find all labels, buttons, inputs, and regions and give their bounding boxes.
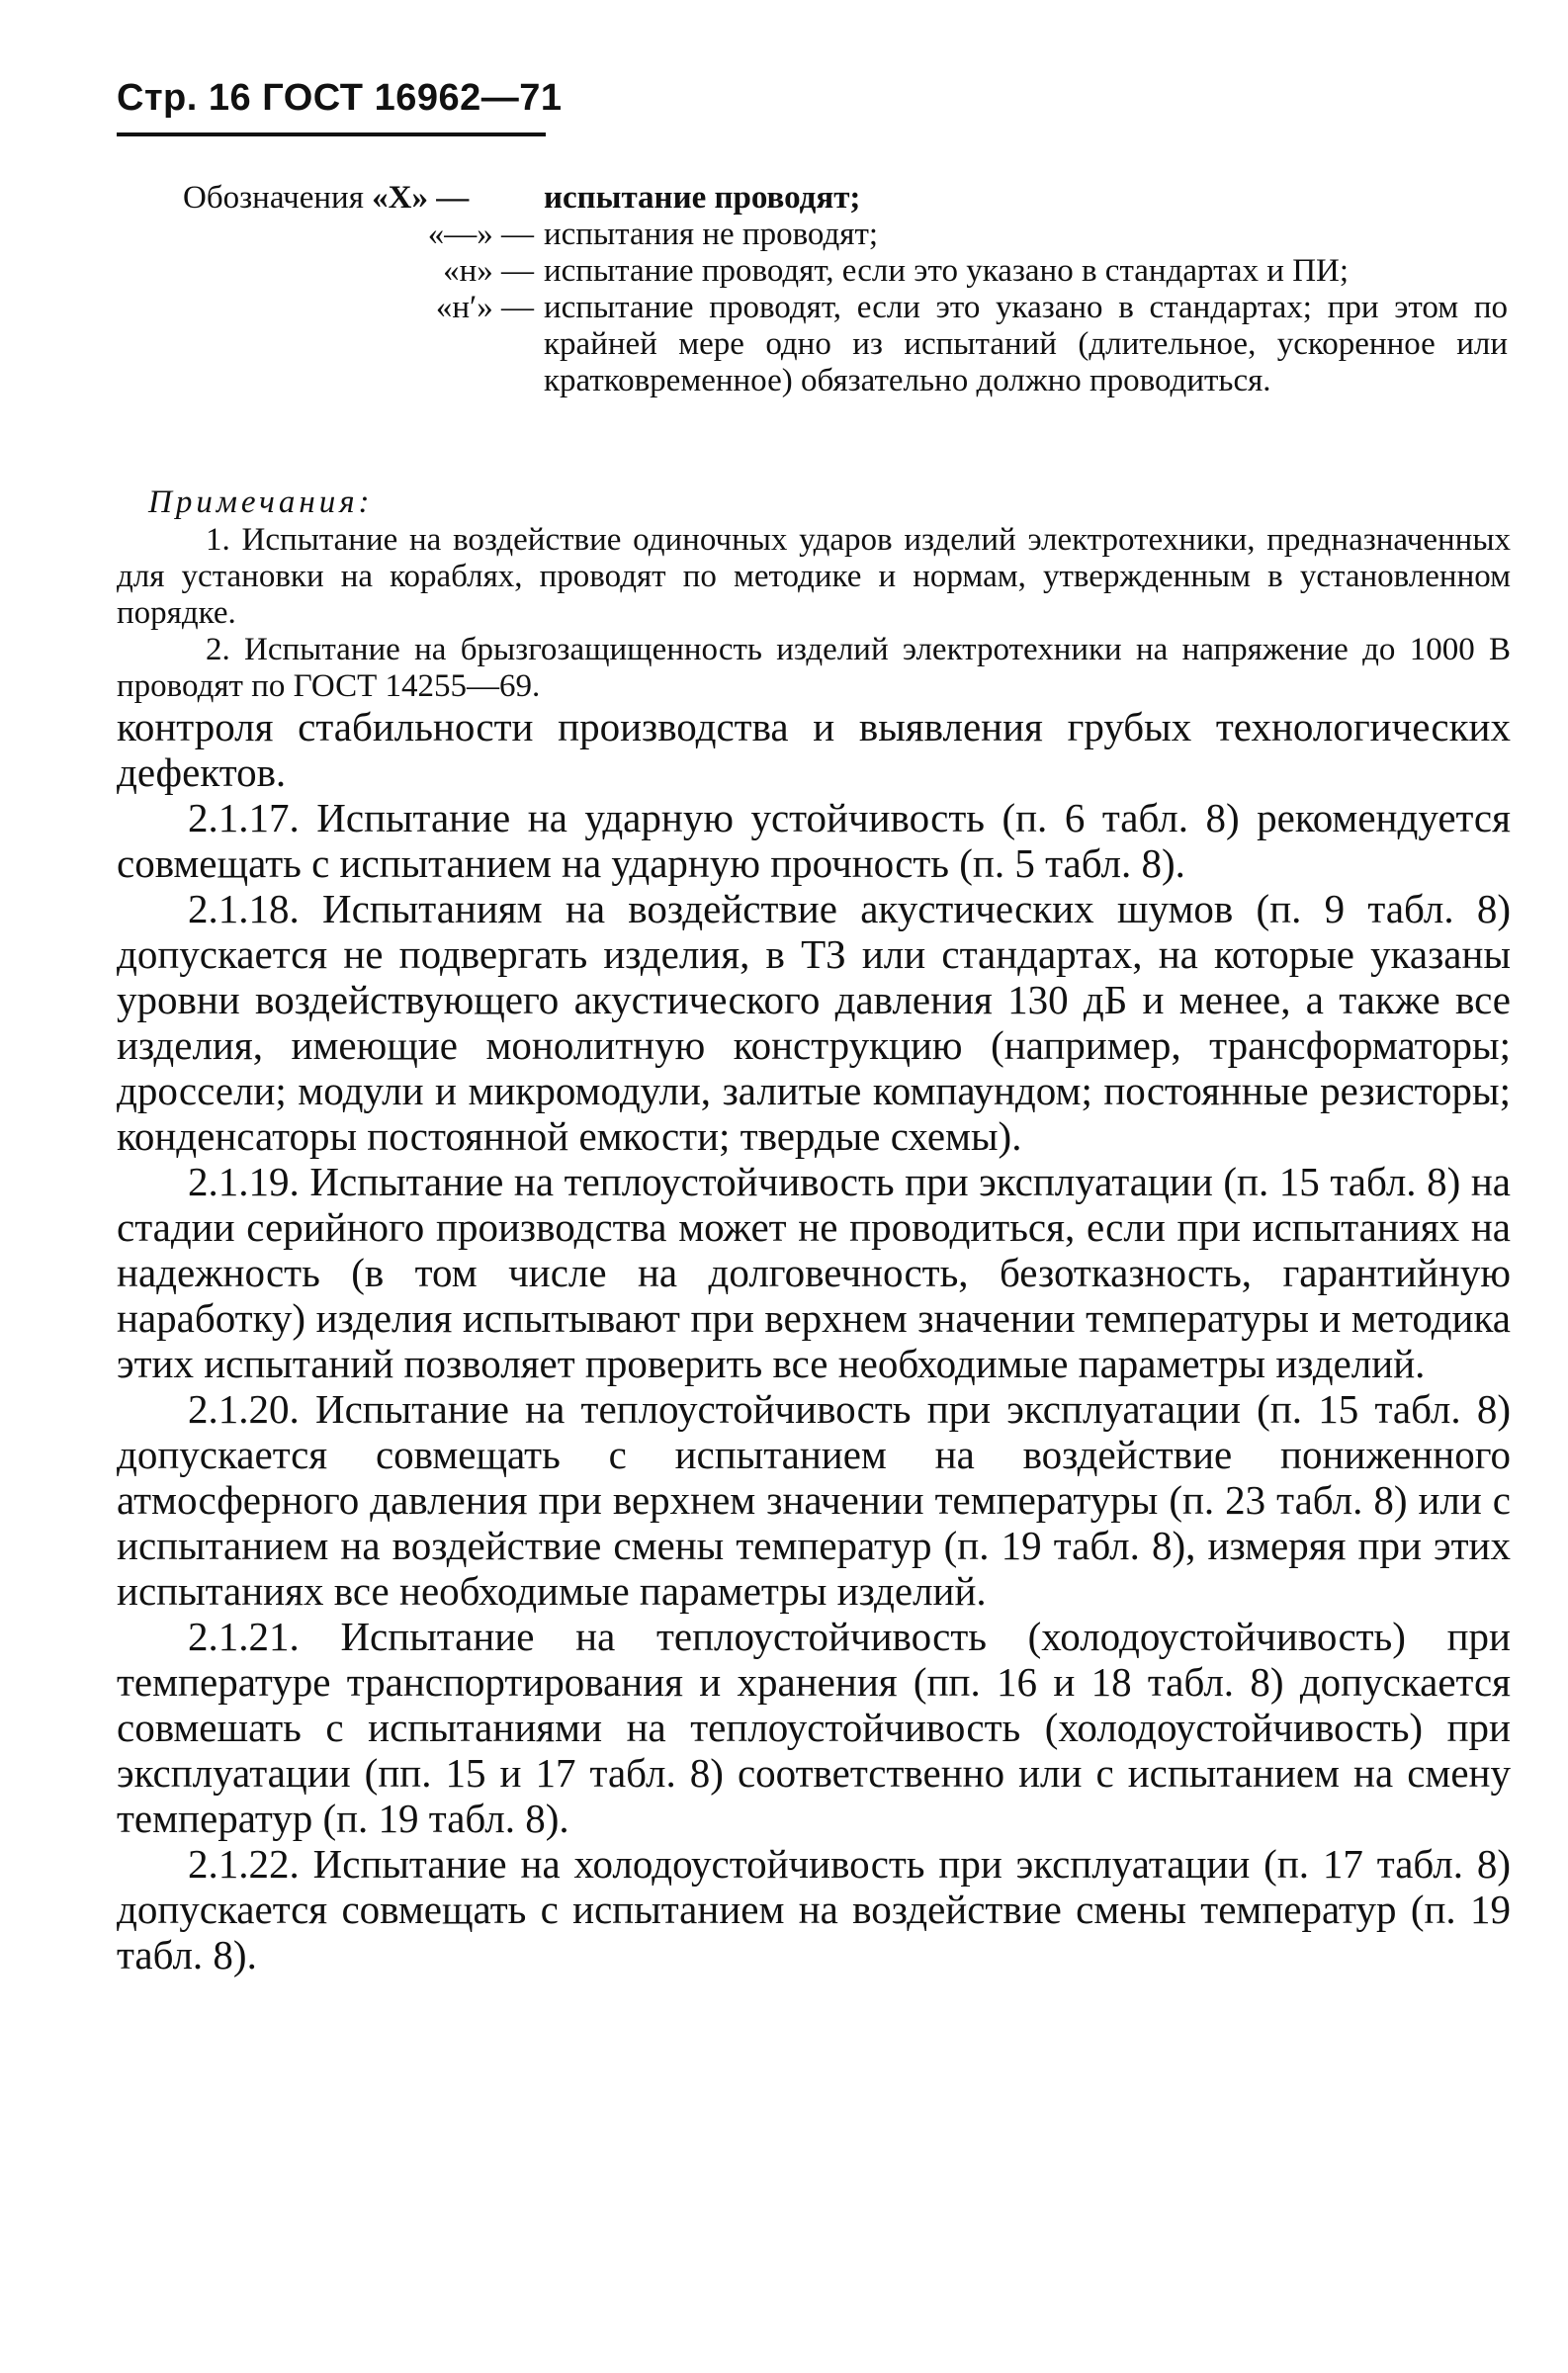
legend-block: [183, 180, 1508, 399]
legend-symbol: «Х» —: [372, 180, 470, 216]
header-rule: [117, 132, 546, 136]
legend-row: [183, 290, 1508, 399]
paragraph-2-1-19: 2.1.19. Испытание на теплоустойчивость при эксплуатации (п. 15 табл. 8) на стадии серийного производства может не проводиться, если при испытаниях на надежность (в том числе на долговечность, безотказность, гарантийную наработку) изделия испытывают при верхнем значении температуры и методика этих испытаний позволяет проверить все необходимые параметры изделий.: [117, 1159, 1511, 1386]
legend-row: [183, 217, 1508, 253]
legend-symbol: «—» —: [427, 217, 534, 252]
notes-block: [117, 522, 1511, 705]
legend-text: испытания не проводят;: [544, 217, 879, 252]
legend-row: [183, 180, 1508, 217]
legend-row: [183, 253, 1508, 290]
legend-label: Обозначения: [183, 180, 364, 216]
note-item: 2. Испытание на брызгозащищенность изделий электротехники на напряжение до 1000 В проводят по ГОСТ 14255—69.: [117, 632, 1511, 704]
paragraph-2-1-17: 2.1.17. Испытание на ударную устойчивость (п. 6 табл. 8) рекомендуется совмещать с испытанием на ударную прочность (п. 5 табл. 8).: [117, 795, 1511, 886]
paragraph-2-1-18: 2.1.18. Испытаниям на воздействие акустических шумов (п. 9 табл. 8) допускается не подвергать изделия, в ТЗ или стандартах, на которые указаны уровни воздействующего акустического давления 130 дБ и менее, а также все изделия, имеющие монолитную конструкцию (например, трансформаторы; дроссели; модули и микромодули, залитые компаундом; постоянные резисторы; конденсаторы постоянной емкости; твердые схемы).: [117, 886, 1511, 1159]
legend-key: [183, 180, 544, 217]
legend-text: испытание проводят, если это указано в стандартах и ПИ;: [544, 253, 1350, 289]
paragraph-2-1-20: 2.1.20. Испытание на теплоустойчивость при эксплуатации (п. 15 табл. 8) допускается совмещать с испытанием на воздействие пониженного атмосферного давления при верхнем значении температуры (п. 23 табл. 8) или с испытанием на воздействие смены температур (п. 19 табл. 8), измеряя при этих испытаниях все необходимые параметры изделий.: [117, 1386, 1511, 1614]
note-item: 1. Испытание на воздействие одиночных ударов изделий электротехники, предназначенных для установки на кораблях, проводят по методике и нормам, утвержденным в установленном порядке.: [117, 522, 1511, 631]
legend-symbol: «н′» —: [435, 290, 534, 325]
page-header: Стр. 16 ГОСТ 16962—71: [117, 77, 563, 119]
legend-text: испытание проводят;: [544, 180, 861, 216]
intro-paragraph: контроля стабильности производства и выявления грубых технологических дефектов.: [117, 704, 1511, 795]
notes-title: Примечания:: [148, 484, 374, 520]
legend-symbol: «н» —: [443, 253, 534, 289]
paragraph-2-1-21: 2.1.21. Испытание на теплоустойчивость (холодоустойчивость) при температуре транспортирования и хранения (пп. 16 и 18 табл. 8) допускается совмешать с испытаниями на теплоустойчивость (холодоустойчивость) при эксплуатации (пп. 15 и 17 табл. 8) соответственно или с испытанием на смену температур (п. 19 табл. 8).: [117, 1614, 1511, 1841]
legend-text: испытание проводят, если это указано в стандартах; при этом по крайней мере одно из испытаний (длительное, ускоренное или кратковременное) обязательно должно проводиться.: [544, 290, 1508, 398]
paragraph-2-1-22: 2.1.22. Испытание на холодоустойчивость при эксплуатации (п. 17 табл. 8) допускается совмещать с испытанием на воздействие смены температур (п. 19 табл. 8).: [117, 1841, 1511, 1978]
main-text: [117, 704, 1511, 1978]
